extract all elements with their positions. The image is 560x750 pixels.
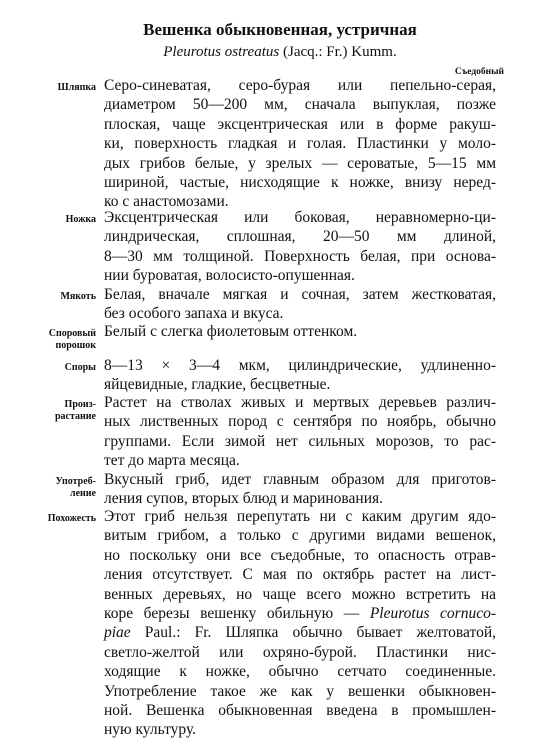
section-text-stem: Эксцентрическая или боковая, неравномерно-ци- линдрическая, сплошная, 20—50 мм длиной, 8—30 мм толщиной. Поверхность белая, при основа- нии буроватая, волосисто-опушенная. (104, 209, 496, 285)
section-label-cap: Шляпка (57, 82, 96, 93)
section-text-habitat: Растет на стволах живых и мертвых деревьев различ- ных лиственных пород с сентября по ноябрь, обычно группами. Если зимой нет сильных морозов, то рас- тет до марта месяца. (104, 394, 496, 470)
section-text-usage: Вкусный гриб, идет главным образом для приготов- ления супов, вторых блюд и маринования. (104, 471, 496, 508)
section-text-flesh: Белая, вначале мягкая и сочная, затем жестковатая, без особого запаха и вкуса. (104, 286, 496, 323)
mixed-line-a: коре березы вешенку обильную — Pleurotus cornuco- (104, 605, 496, 623)
section-text-spore-print: Белый с слегка фиолетовым оттенком. (104, 323, 358, 340)
section-label-spores: Споры (64, 362, 96, 373)
section-label-flesh: Мякоть (60, 291, 96, 302)
latin-name-line (0, 43, 560, 61)
section-label-spore-print: Споровый порошок (48, 328, 96, 351)
section-text-cap: Серо-синеватая, серо-бурая или пепельно-серая, диаметром 50—200 мм, сначала выпуклая, позже плоская, чаще эксцентрическая или в форме ракуш- ки, поверхность гладкая и голая. Пластинки у моло- дых грибов белые, у зрелых — сероватые, 5—15 мм шириной, частые, нисходящие к ножке, внизу неред- ко с анастомозами. (104, 77, 496, 211)
latin-name: Pleurotus ostreatus (163, 44, 280, 60)
latin-author: (Jacq.: Fr.) Kumm. (279, 44, 397, 60)
edibility-label: Съедобный (454, 67, 504, 77)
mixed-line-b-rest: Paul.: Fr. Шляпка обычно бывает желтоватой, (130, 624, 496, 642)
page-title: Вешенка обыкновенная, устричная (143, 20, 417, 39)
section-label-similarity: Похожесть (47, 513, 96, 524)
mixed-line-b: piae Paul.: Fr. Шляпка обычно бывает желтоватой, (104, 624, 496, 642)
section-label-usage: Употреб- ление (55, 476, 96, 499)
section-text-spores: 8—13 × 3—4 мкм, цилиндрические, удлиненно- яйцевидные, гладкие, бесцветные. (104, 357, 496, 394)
section-label-stem: Ножка (65, 214, 96, 225)
section-text-similarity: Этот гриб нельзя перепутать ни с каким другим ядо- витым грибом, а только с другими видами вешенок, но поскольку они все съедобные, то опасность отрав- ления отсутствует. С мая по октябрь растет на лист- венных деревьях, но чаще всего можно встретить на коре березы вешенку обильную — Pleurotus cornuco- piae Paul.: Fr. Шляпка обычно бывает желтоватой, светло-желтой или охряно-бурой. Пластинки нис- ходящие к ножке, обычно сетчато соединенные. Употребление такое же как у вешенки обыкновен- ной. Вешенка обыкновенная введена в промышлен- ную культуру. (104, 508, 496, 739)
section-label-habitat: Произ- растание (55, 399, 96, 422)
